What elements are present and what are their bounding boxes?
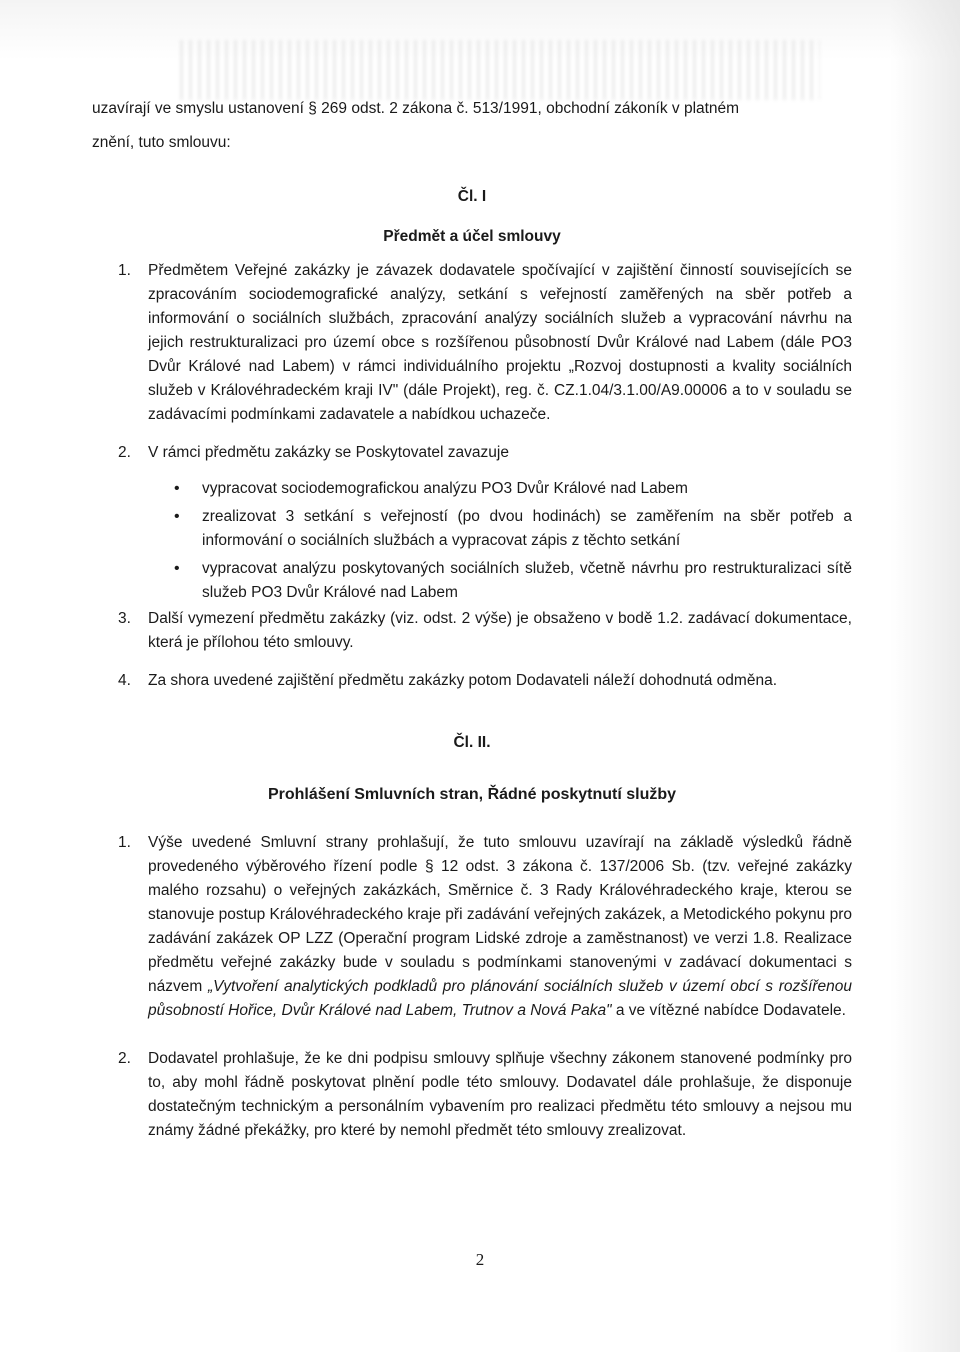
article-1-items [92,259,852,693]
article-2-title: Prohlášení Smluvních stran, Řádné poskytnutí služby [267,786,677,803]
item-text: Za shora uvedené zajištění předmětu zakázky potom Dodavateli náleží dohodnutá odměna. [148,672,777,689]
bullet-list [92,477,852,605]
item-text-italic: „Vytvoření analytických podkladů pro plánování sociálních služeb v území obcí s rozšířenou působností Hořice, Dvůr Králové nad Labem, Trutnov a Nová Paka" [148,978,852,1019]
item-text: Další vymezení předmětu zakázky (viz. odst. 2 výše) je obsaženo v bodě 1.2. zadávací dokumentace, která je přílohou této smlouvy. [148,610,852,651]
article-1-item-2 [92,441,852,605]
item-number: 4. [118,672,131,689]
item-text-end: a ve vítězné nabídce Dodavatele. [611,1002,846,1019]
article-2-item-2 [92,1047,852,1143]
article-1-item-3 [92,607,852,655]
bullet-item: • vypracovat sociodemografickou analýzu PO3 Dvůr Králové nad Labem [148,477,852,501]
article-2-items [92,831,852,1143]
intro-line-1: uzavírají ve smyslu ustanovení § 269 odst. 2 zákona č. 513/1991, obchodní zákoník v platném [92,100,740,117]
item-number: 2. [118,444,131,461]
intro-line-2: znění, tuto smlouvu: [92,134,231,151]
page-number: 2 [475,1250,485,1269]
document-body [92,97,852,1143]
article-1-number: Čl. I [457,188,487,205]
bleed-through-header [180,40,820,100]
bullet-item: • vypracovat analýzu poskytovaných sociálních služeb, včetně návrhu pro restrukturalizaci sítě služeb PO3 Dvůr Králové nad Labem [148,557,852,605]
article-1-title: Předmět a účel smlouvy [383,228,561,245]
article-2-number: Čl. II. [453,734,491,751]
article-1-item-1 [92,259,852,427]
article-1-item-4 [92,669,852,693]
item-number: 1. [118,262,131,279]
item-text: Předmětem Veřejné zakázky je závazek dodavatele spočívající v zajištění činností souvisejících se zpracováním sociodemografické analýzy, setkání s veřejností zaměřených na sběr potřeb a informování o sociálních službách, zpracování analýzy sociálních služeb a vypracování návrhu na jejich restrukturalizaci pro území obce s rozšířenou působností Dvůr Králové nad Labem (dále PO3 Dvůr Králové nad Labem) v rámci individuálního projektu „Rozvoj dostupnosti a kvality sociálních služeb v Královéhradeckém kraji IV" (dále Projekt), reg. č. CZ.1.04/3.1.00/A9.00006 a to v souladu se zadávacími podmínkami zadavatele a nabídkou uchazeče. [148,262,852,423]
intro-paragraph [92,97,852,155]
item-text-start: Výše uvedené Smluvní strany prohlašují, že tuto smlouvu uzavírají na základě výsledků řádně provedeného výběrového řízení podle § 12 odst. 3 zákona č. 137/2006 Sb. (tzv. veřejné zakázky malého rozsahu) o veřejných zakázkách, Směrnice č. 3 Rady Královéhradeckého kraje, kterou se stanovuje postup Královéhradeckého kraje při zadávání veřejných zakázek, a Metodického pokynu pro zadávání zakázek OP LZZ (Operační program Lidské zdroje a zaměstnanost) ve verzi 1.8. Realizace předmětu veřejné zakázky bude v souladu s podmínkami stanovenými v zadávací dokumentaci s názvem [148,834,852,995]
item-number: 2. [118,1050,131,1067]
item-number: 1. [118,834,131,851]
item-text: Dodavatel prohlašuje, že ke dni podpisu smlouvy splňuje všechny zákonem stanovené podmínky pro to, aby mohl řádně poskytovat plnění podle této smlouvy. Dodavatel dále prohlašuje, že disponuje dostatečným technickým a personálním vybavením pro realizaci předmětu této smlouvy a nejsou mu známy žádné překážky, pro které by nemohl předmět této smlouvy zrealizovat. [148,1050,852,1139]
item-text: V rámci předmětu zakázky se Poskytovatel zavazuje [148,444,509,461]
article-2-item-1 [92,831,852,1023]
scan-edge-shadow [890,0,960,1352]
item-number: 3. [118,610,131,627]
bullet-item: • zrealizovat 3 setkání s veřejností (po dvou hodinách) se zaměřením na sběr potřeb a informování o sociálních službách a vypracovat zápis z těchto setkání [148,505,852,553]
